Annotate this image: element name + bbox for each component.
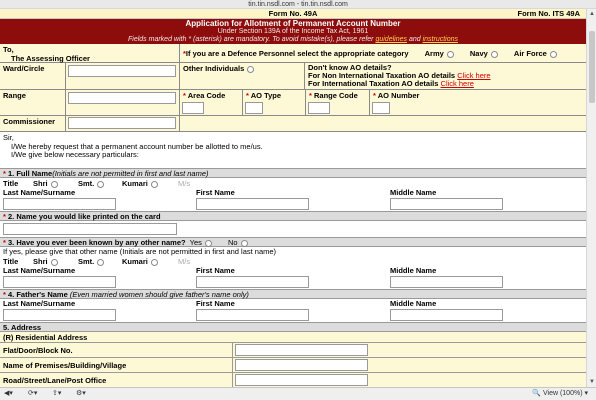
defence-navy-option [470,49,498,58]
ward-circle-label: Ward/Circle [0,63,66,89]
range-label: Range [0,90,66,115]
kumari-radio[interactable] [151,181,158,188]
name-on-card-heading: 2. Name you would like printed on the card [8,212,161,221]
other-name-yes-option [190,238,212,247]
kumari-label: Kumari [122,179,148,188]
form-banner [0,19,586,44]
other-name-yes-label: Yes [189,238,202,247]
residential-address-heading: (R) Residential Address [3,333,88,342]
other-name-no-label: No [228,238,238,247]
zoom-icon: 🔍 [532,390,542,397]
intl-click-here-link[interactable]: Click here [440,79,474,88]
full-last-name-input[interactable] [3,198,116,210]
settings-icon[interactable]: ⚙▾ [76,390,86,397]
other-middle-name-input[interactable] [390,276,503,288]
dont-know-cell [305,63,586,89]
premises-building-label: Name of Premises/Building/Village [3,361,127,370]
range-code-label: Range Code [314,91,358,100]
commissioner-spacer [180,116,586,131]
other-individuals-label: Other Individuals [183,64,245,73]
refresh-icon[interactable]: ⟳▾ [28,390,38,397]
other-name-note: If yes, please give that other name (Initials are not permitted in first and last name) [3,247,277,256]
full-name-note: (Initials are not permitted in first and last name) [52,169,209,178]
range-code-cell [306,90,370,115]
form-number-right: Form No. ITS 49A [517,9,580,18]
other-last-name-label: Last Name/Surname [3,266,76,275]
father-middle-name-label: Middle Name [390,299,437,308]
flat-door-block-input[interactable] [235,344,368,356]
road-street-label: Road/Street/Lane/Post Office [3,376,107,385]
range-code-input[interactable] [308,102,330,114]
address-row-premises [0,357,586,372]
mandatory-note [0,36,586,44]
defence-asterisk: * [183,49,186,58]
back-icon[interactable]: ◀▾ [4,390,13,397]
full-name-asterisk: * [3,169,6,178]
zoom-label: View (100%) [542,390,583,397]
request-statement [0,132,586,168]
defence-army-option [425,49,454,58]
section-father-name [0,289,586,299]
other-title-ms-option [178,257,190,266]
and-text: and [408,36,421,43]
full-name-inputs-row [0,197,586,211]
range-code-asterisk: * [309,91,312,100]
ao-type-cell [243,90,306,115]
section-name-on-card [0,211,586,221]
share-icon[interactable]: ⇪▾ [52,390,62,397]
intl-text: For International Taxation AO details [308,79,439,88]
other-individuals-cell [180,63,305,89]
request-line-1: I/We hereby request that a permanent account number be allotted to me/us. [11,141,263,151]
other-kumari-radio[interactable] [151,259,158,266]
commissioner-input[interactable] [68,117,176,129]
other-name-labels-row [0,266,586,275]
father-name-asterisk: * [3,290,6,299]
father-first-name-input[interactable] [196,309,309,321]
other-individuals-radio[interactable] [247,66,254,73]
smt-label: Smt. [78,179,95,188]
area-code-input[interactable] [182,102,204,114]
ward-circle-input[interactable] [68,65,176,77]
father-name-heading: 4. Father's Name [8,290,68,299]
title-label: Title [3,179,19,188]
commissioner-label: Commissioner [0,116,66,131]
address-row-road [0,372,586,387]
ao-number-input[interactable] [372,102,390,114]
ao-number-asterisk: * [373,91,376,100]
name-on-card-asterisk: * [3,212,6,221]
ao-type-asterisk: * [246,91,249,100]
full-middle-name-input[interactable] [390,198,503,210]
mandatory-note-prefix: Fields marked with [128,36,187,43]
address-row-flat [0,342,586,357]
full-name-labels-row [0,188,586,197]
form-subtitle: Under Section 139A of the Income Tax Act, 1961 [217,28,369,35]
premises-building-input[interactable] [235,359,368,371]
address-divider [232,358,233,372]
request-line-2: I/We give below necessary particulars: [11,150,139,159]
area-code-cell [180,90,243,115]
scroll-up-icon[interactable]: ▲ [589,11,595,17]
title-kumari-option [122,179,158,188]
full-first-name-input[interactable] [196,198,309,210]
other-ms-label: M/s [178,257,191,266]
air-force-label: Air Force [513,49,547,58]
other-name-asterisk: * [3,238,6,247]
zoom-control[interactable]: 🔍 View (100%) ▾ [532,390,588,397]
other-last-name-input[interactable] [3,276,116,288]
non-intl-click-here-link[interactable]: Click here [457,71,491,80]
other-title-kumari-option [122,257,158,266]
title-ms-option [178,179,190,188]
window-title: tin.tin.nsdl.com - tin.tin.nsdl.com [0,0,596,9]
shri-radio[interactable] [51,181,58,188]
ao-number-label: AO Number [377,91,420,100]
air-force-radio[interactable] [550,51,557,58]
defence-airforce-option [514,49,557,58]
ao-row-to [0,44,586,63]
commissioner-cell [66,116,180,131]
full-last-name-label: Last Name/Surname [3,188,76,197]
title-smt-option [78,179,104,188]
other-name-no-radio[interactable] [241,240,248,247]
ao-details-grid [0,44,586,132]
other-title-smt-option [78,257,104,266]
name-on-card-input[interactable] [3,223,177,235]
form-viewport [0,9,586,387]
to-cell [0,44,180,62]
father-name-note: (Even married women should give father's name only) [69,290,249,299]
army-label: Army [424,49,444,58]
form-number-center: Form No. 49A [268,9,318,18]
to-label: To, [3,45,14,54]
scroll-thumb[interactable] [589,31,595,103]
section-other-name [0,237,586,247]
full-middle-name-label: Middle Name [390,188,437,197]
address-heading: 5. Address [3,323,42,332]
full-first-name-label: First Name [196,188,235,197]
intl-row [308,80,583,88]
form-title: Application for Allotment of Permanent Account Number [185,19,401,28]
other-name-yes-radio[interactable] [205,240,212,247]
name-on-card-row [0,221,586,237]
ao-type-input[interactable] [245,102,263,114]
guidelines-link[interactable]: guidelines [375,36,407,43]
residential-address-block [0,332,586,387]
other-name-inputs-row [0,275,586,289]
form-number-bar [0,9,586,19]
father-name-labels-row [0,299,586,308]
section-full-name [0,168,586,178]
other-first-name-label: First Name [196,266,235,275]
army-radio[interactable] [447,51,454,58]
other-name-no-option [228,238,248,247]
status-bar [0,387,596,400]
assessing-officer-label: The Assessing Officer [11,54,90,63]
address-divider [232,373,233,387]
other-kumari-label: Kumari [122,257,148,266]
ao-type-label: AO Type [250,91,282,100]
father-first-name-label: First Name [196,299,235,308]
address-divider [232,343,233,357]
other-smt-label: Smt. [78,257,95,266]
father-last-name-label: Last Name/Surname [3,299,76,308]
range-cell [66,90,180,115]
other-shri-radio[interactable] [51,259,58,266]
full-name-heading: 1. Full Name [8,169,53,178]
section-address [0,322,586,332]
ms-label: M/s [178,179,191,188]
instructions-link[interactable]: instructions [422,36,458,43]
ao-row-commissioner [0,116,586,132]
navy-label: Navy [469,49,488,58]
other-middle-name-label: Middle Name [390,266,437,275]
dont-know-label: Don't know AO details? [308,63,392,72]
other-shri-label: Shri [33,257,48,266]
defence-cell [180,44,586,62]
road-street-input[interactable] [235,374,368,386]
ward-circle-cell [66,63,180,89]
ao-row-ward [0,63,586,90]
sir-salutation: Sir, [3,133,14,142]
non-intl-text: For Non International Taxation AO details [308,71,456,80]
other-smt-radio[interactable] [97,259,104,266]
other-name-title-row [0,256,586,266]
smt-radio[interactable] [97,181,104,188]
navy-radio[interactable] [491,51,498,58]
ao-row-range [0,90,586,116]
area-code-label: Area Code [187,91,226,100]
flat-door-block-label: Flat/Door/Block No. [3,346,73,355]
asterisk-symbol: * [188,36,192,43]
father-middle-name-input[interactable] [390,309,503,321]
ao-number-cell [370,90,586,115]
other-title-shri-option [33,257,58,266]
other-name-heading: 3. Have you ever been known by any other name? [8,238,186,247]
area-code-asterisk: * [183,91,186,100]
shri-label: Shri [33,179,48,188]
defence-question: If you are a Defence Personnel select the appropriate category [185,49,409,58]
father-last-name-input[interactable] [3,309,116,321]
scroll-down-icon[interactable]: ▼ [589,379,595,385]
title-shri-option [33,179,58,188]
range-input[interactable] [68,92,176,104]
vertical-scrollbar[interactable] [586,9,596,387]
full-name-title-row [0,178,586,188]
mandatory-note-middle: (asterisk) are mandatory. To avoid mistake(s), please refer [193,36,374,43]
other-name-note-row [0,247,586,256]
other-title-label: Title [3,257,19,266]
father-name-inputs-row [0,308,586,322]
other-first-name-input[interactable] [196,276,309,288]
